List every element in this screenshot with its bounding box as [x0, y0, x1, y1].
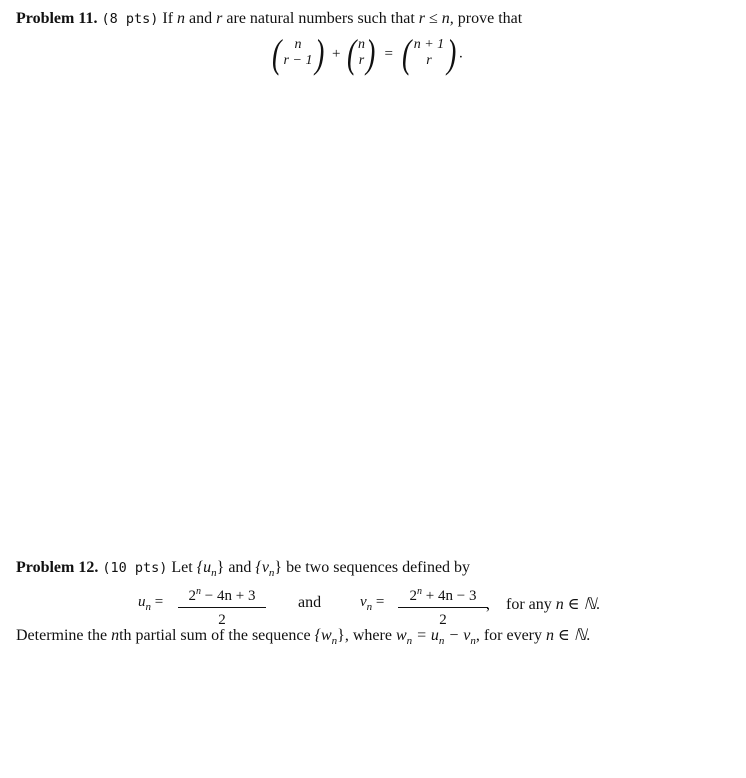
text: If	[162, 10, 174, 27]
binom-bottom: r	[426, 53, 432, 68]
binomial-n-plus-1-choose-r	[401, 31, 456, 76]
v-n-fraction	[398, 583, 488, 629]
plus-sign: +	[332, 45, 341, 62]
equals-sign: =	[384, 45, 393, 62]
problem-12-points: (10 pts)	[102, 560, 168, 576]
right-paren: )	[366, 31, 376, 76]
binom-top: n + 1	[413, 37, 445, 52]
left-paren: (	[347, 31, 357, 76]
period: .	[458, 45, 463, 62]
binom-bottom: r	[358, 53, 365, 68]
comma: ,	[486, 596, 490, 613]
text: are natural numbers such that	[226, 10, 415, 27]
text: be two sequences defined by	[286, 559, 471, 576]
text: and	[189, 10, 213, 27]
text: Let	[171, 559, 193, 576]
v-n-numerator: $2^n + 4n - 3$	[398, 583, 488, 608]
math-seq-w: $\{w_n\}$,	[314, 627, 349, 648]
u-n-denominator: 2	[218, 612, 226, 628]
problem-11-points: (8 pts)	[101, 11, 159, 27]
math-seq-u: $\{u_n\}$	[196, 559, 225, 580]
problem-12-task: Determine the nth partial sum of the sequence $\{w_n\}$, where $w_n = u_n - v_n$, for every n ∈ ℕ.	[16, 627, 591, 648]
math-seq-v: $\{v_n\}$	[255, 559, 283, 580]
left-paren: (	[401, 31, 412, 76]
right-paren: )	[446, 31, 456, 76]
problem-12-statement	[16, 558, 470, 583]
left-paren: (	[271, 31, 282, 76]
right-paren: )	[314, 31, 325, 76]
binomial-n-choose-r-minus-1	[271, 31, 325, 76]
and-word: and	[298, 594, 322, 611]
math-w-definition: $w_n = u_n - v_n$,	[395, 627, 480, 648]
problem-12-title: Problem 12.	[16, 559, 99, 576]
text: and	[228, 559, 252, 576]
u-n-numerator: $2^n - 4n + 3$	[178, 583, 266, 608]
math-condition: r ≤ n,	[418, 10, 454, 27]
binom-top: n	[357, 37, 365, 52]
v-n-lhs: $v_n$ =	[360, 594, 385, 613]
math-var-n: n	[177, 10, 186, 27]
u-n-lhs: $u_n$ =	[138, 594, 164, 613]
binomial-identity	[271, 31, 463, 78]
for-any-clause: for any n ∈ ℕ.	[506, 596, 601, 613]
binom-bottom: r − 1	[283, 53, 313, 68]
binom-top: n	[294, 37, 302, 52]
text: prove that	[457, 10, 523, 27]
binomial-n-choose-r	[347, 31, 376, 76]
problem-11-statement	[16, 9, 522, 29]
v-n-denominator: 2	[439, 612, 447, 628]
math-var-r: r	[216, 10, 223, 27]
problem-11-title: Problem 11.	[16, 10, 98, 27]
u-n-fraction	[178, 583, 266, 629]
